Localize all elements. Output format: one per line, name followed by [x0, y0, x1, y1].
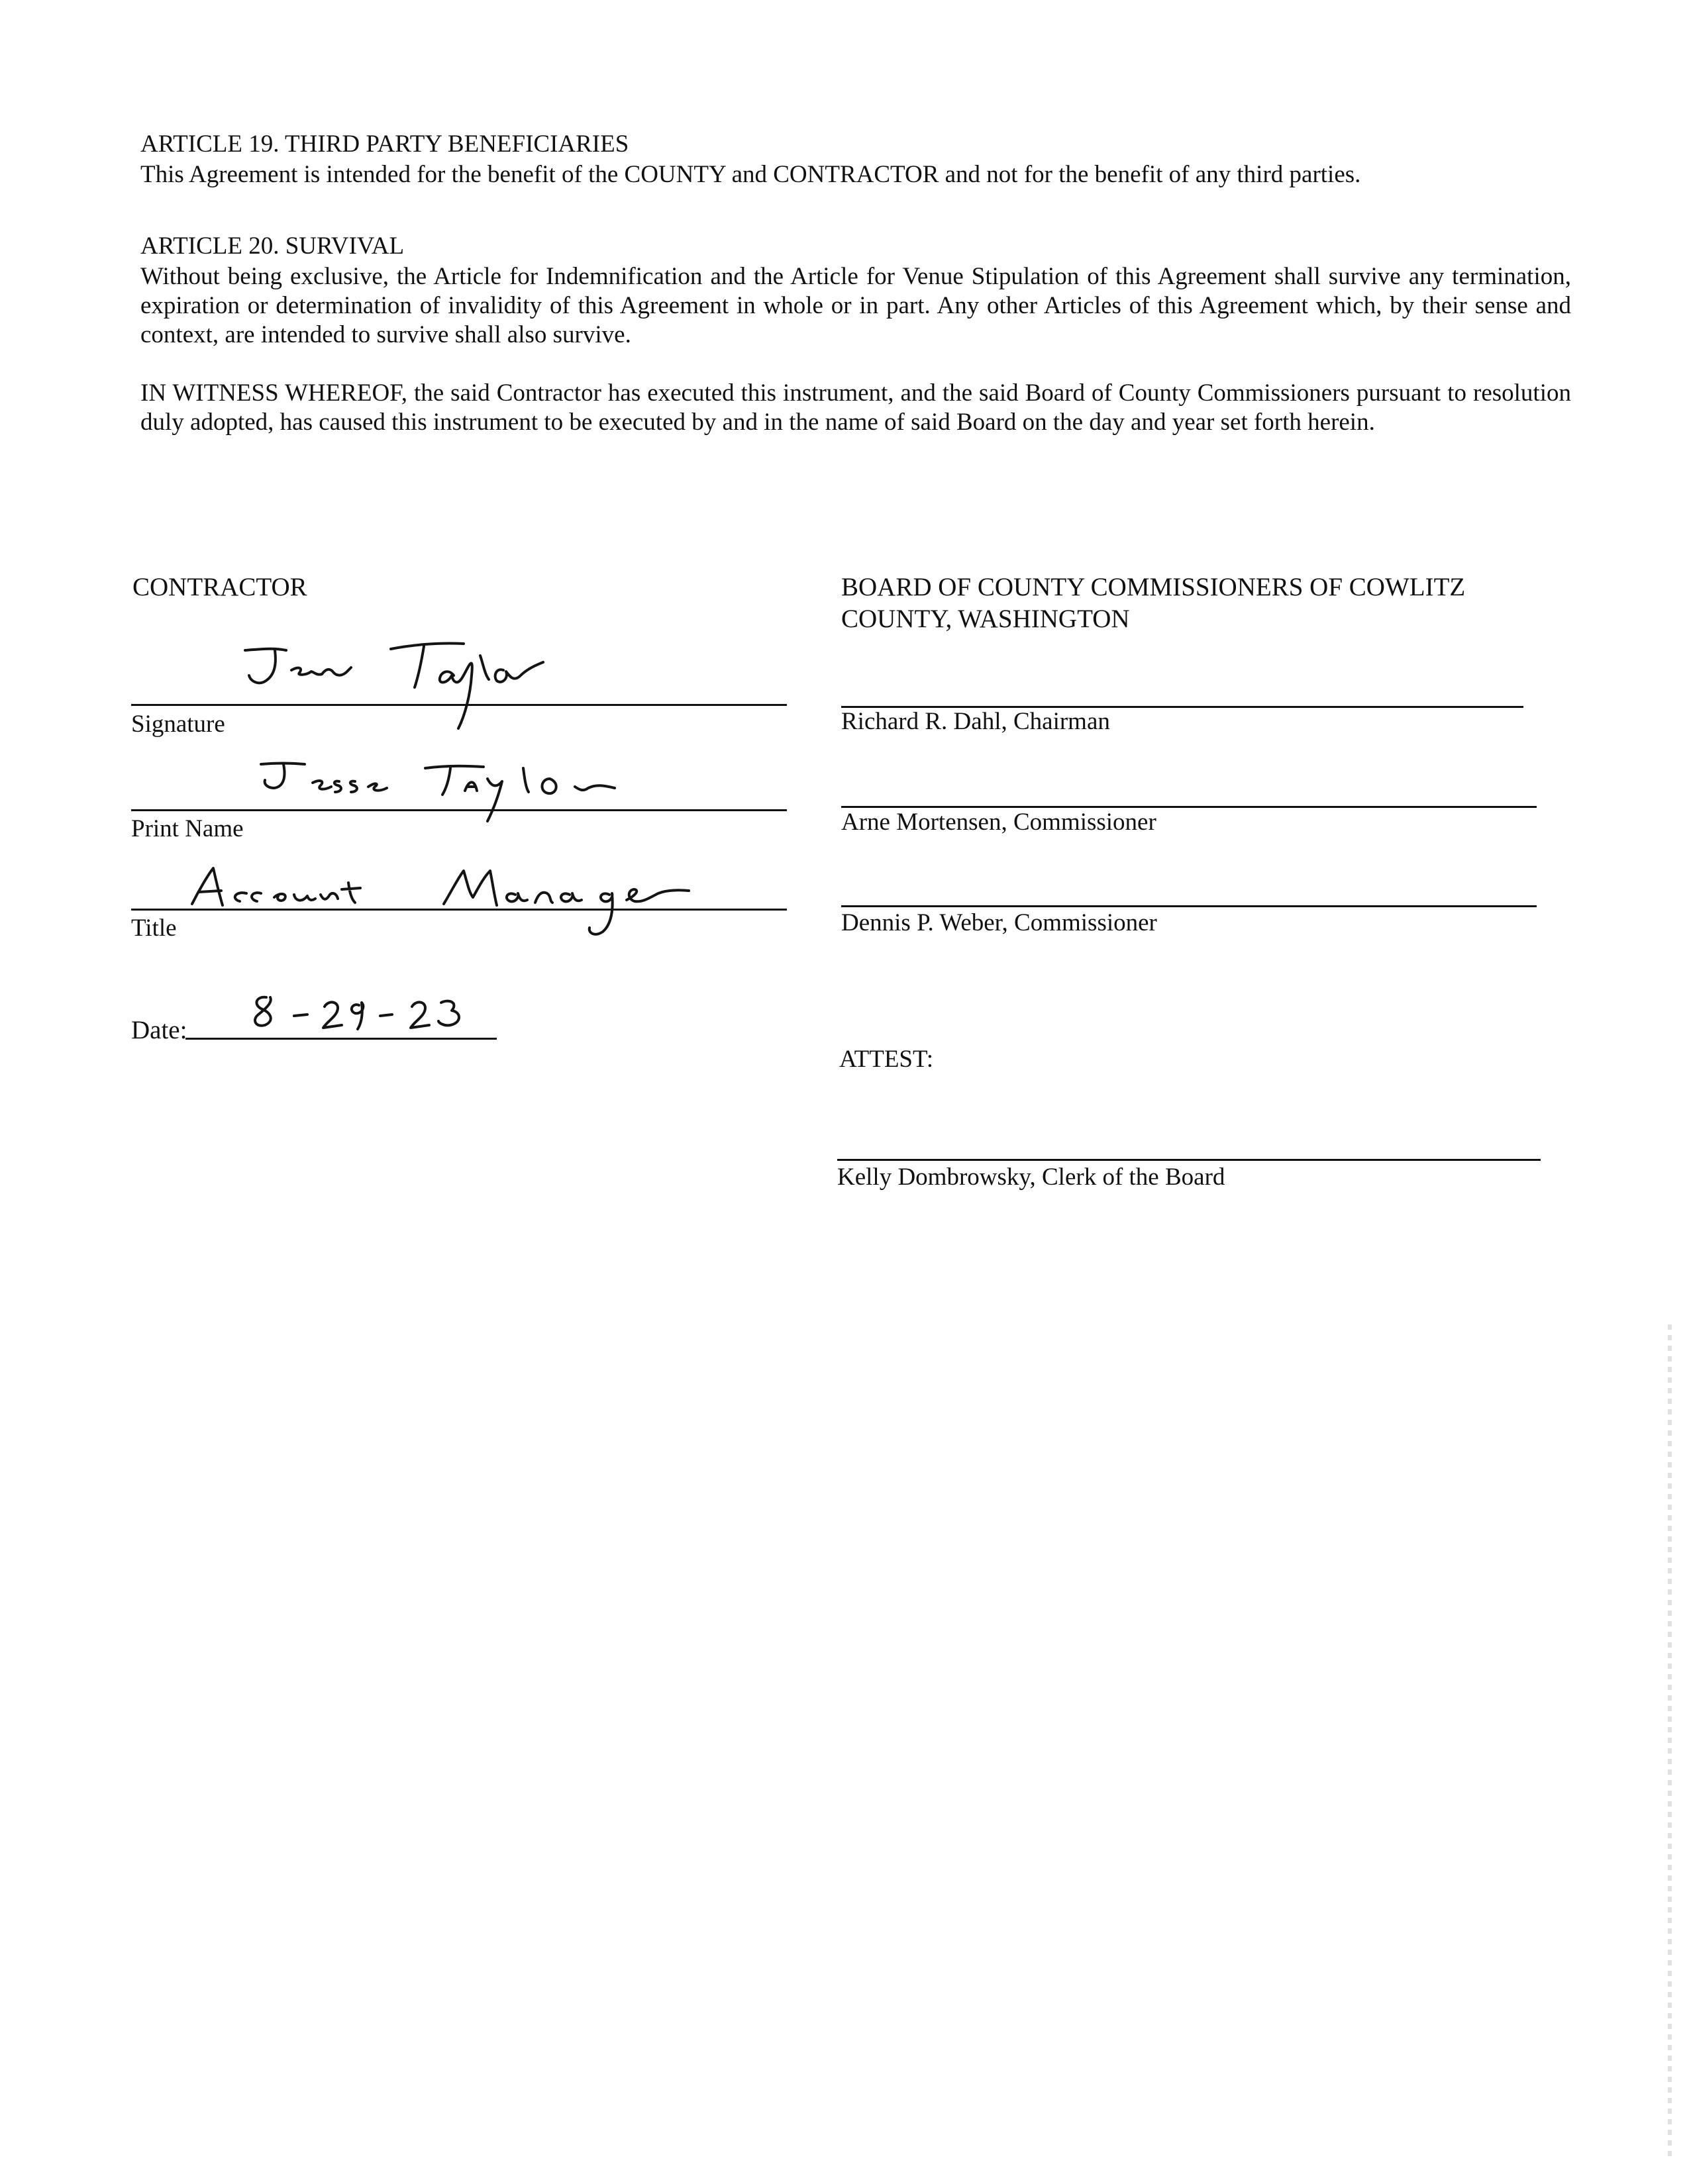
board-heading-line1: BOARD OF COUNTY COMMISSIONERS OF COWLITZ	[841, 573, 1466, 601]
date-label: Date:	[131, 1016, 187, 1044]
contractor-print-name	[252, 755, 662, 828]
board-heading-line2: COUNTY, WASHINGTON	[841, 605, 1130, 633]
attest-label: ATTEST:	[839, 1046, 934, 1073]
contractor-heading: CONTRACTOR	[132, 573, 307, 601]
print-name-line	[131, 809, 787, 811]
clerk-name: Kelly Dombrowsky, Clerk of the Board	[837, 1164, 1225, 1191]
article-19-body: This Agreement is intended for the benefit of the COUNTY and CONTRACTOR and not for the benefit of any third parties.	[140, 161, 1361, 188]
contractor-signature-line	[131, 704, 787, 706]
print-name-label: Print Name	[131, 815, 244, 842]
commissioner-1-name: Arne Mortensen, Commissioner	[841, 809, 1156, 836]
clerk-signature-line	[837, 1159, 1541, 1161]
contractor-signature	[225, 636, 609, 735]
scan-edge-artifact	[1668, 1324, 1672, 2159]
commissioner-2-signature-line	[841, 905, 1537, 907]
chairman-name: Richard R. Dahl, Chairman	[841, 708, 1110, 735]
article-20-heading: ARTICLE 20. SURVIVAL	[140, 232, 405, 260]
signature-label: Signature	[131, 711, 225, 738]
article-19-heading: ARTICLE 19. THIRD PARTY BENEFICIARIES	[140, 130, 629, 158]
title-line	[131, 909, 787, 911]
witness-clause: IN WITNESS WHEREOF, the said Contractor has executed this instrument, and the said Board of County Commissioners pursuant to resolution duly adopted, has caused this instrument to be executed by and in the name of said Board on the day and year set forth herein.	[140, 379, 1571, 436]
contractor-title-handwriting	[152, 851, 782, 950]
title-label: Title	[131, 915, 177, 942]
article-20-body: Without being exclusive, the Article for Indemnification and the Article for Venue Stipulation of this Agreement shall survive any termination, expiration or determination of invalidity of this Agreement in whole or in part. Any other Articles of this Agreement which, by their sense and context, are intended to survive shall also survive.	[140, 263, 1571, 348]
commissioner-2-name: Dennis P. Weber, Commissioner	[841, 909, 1157, 936]
date-line	[185, 1038, 497, 1040]
